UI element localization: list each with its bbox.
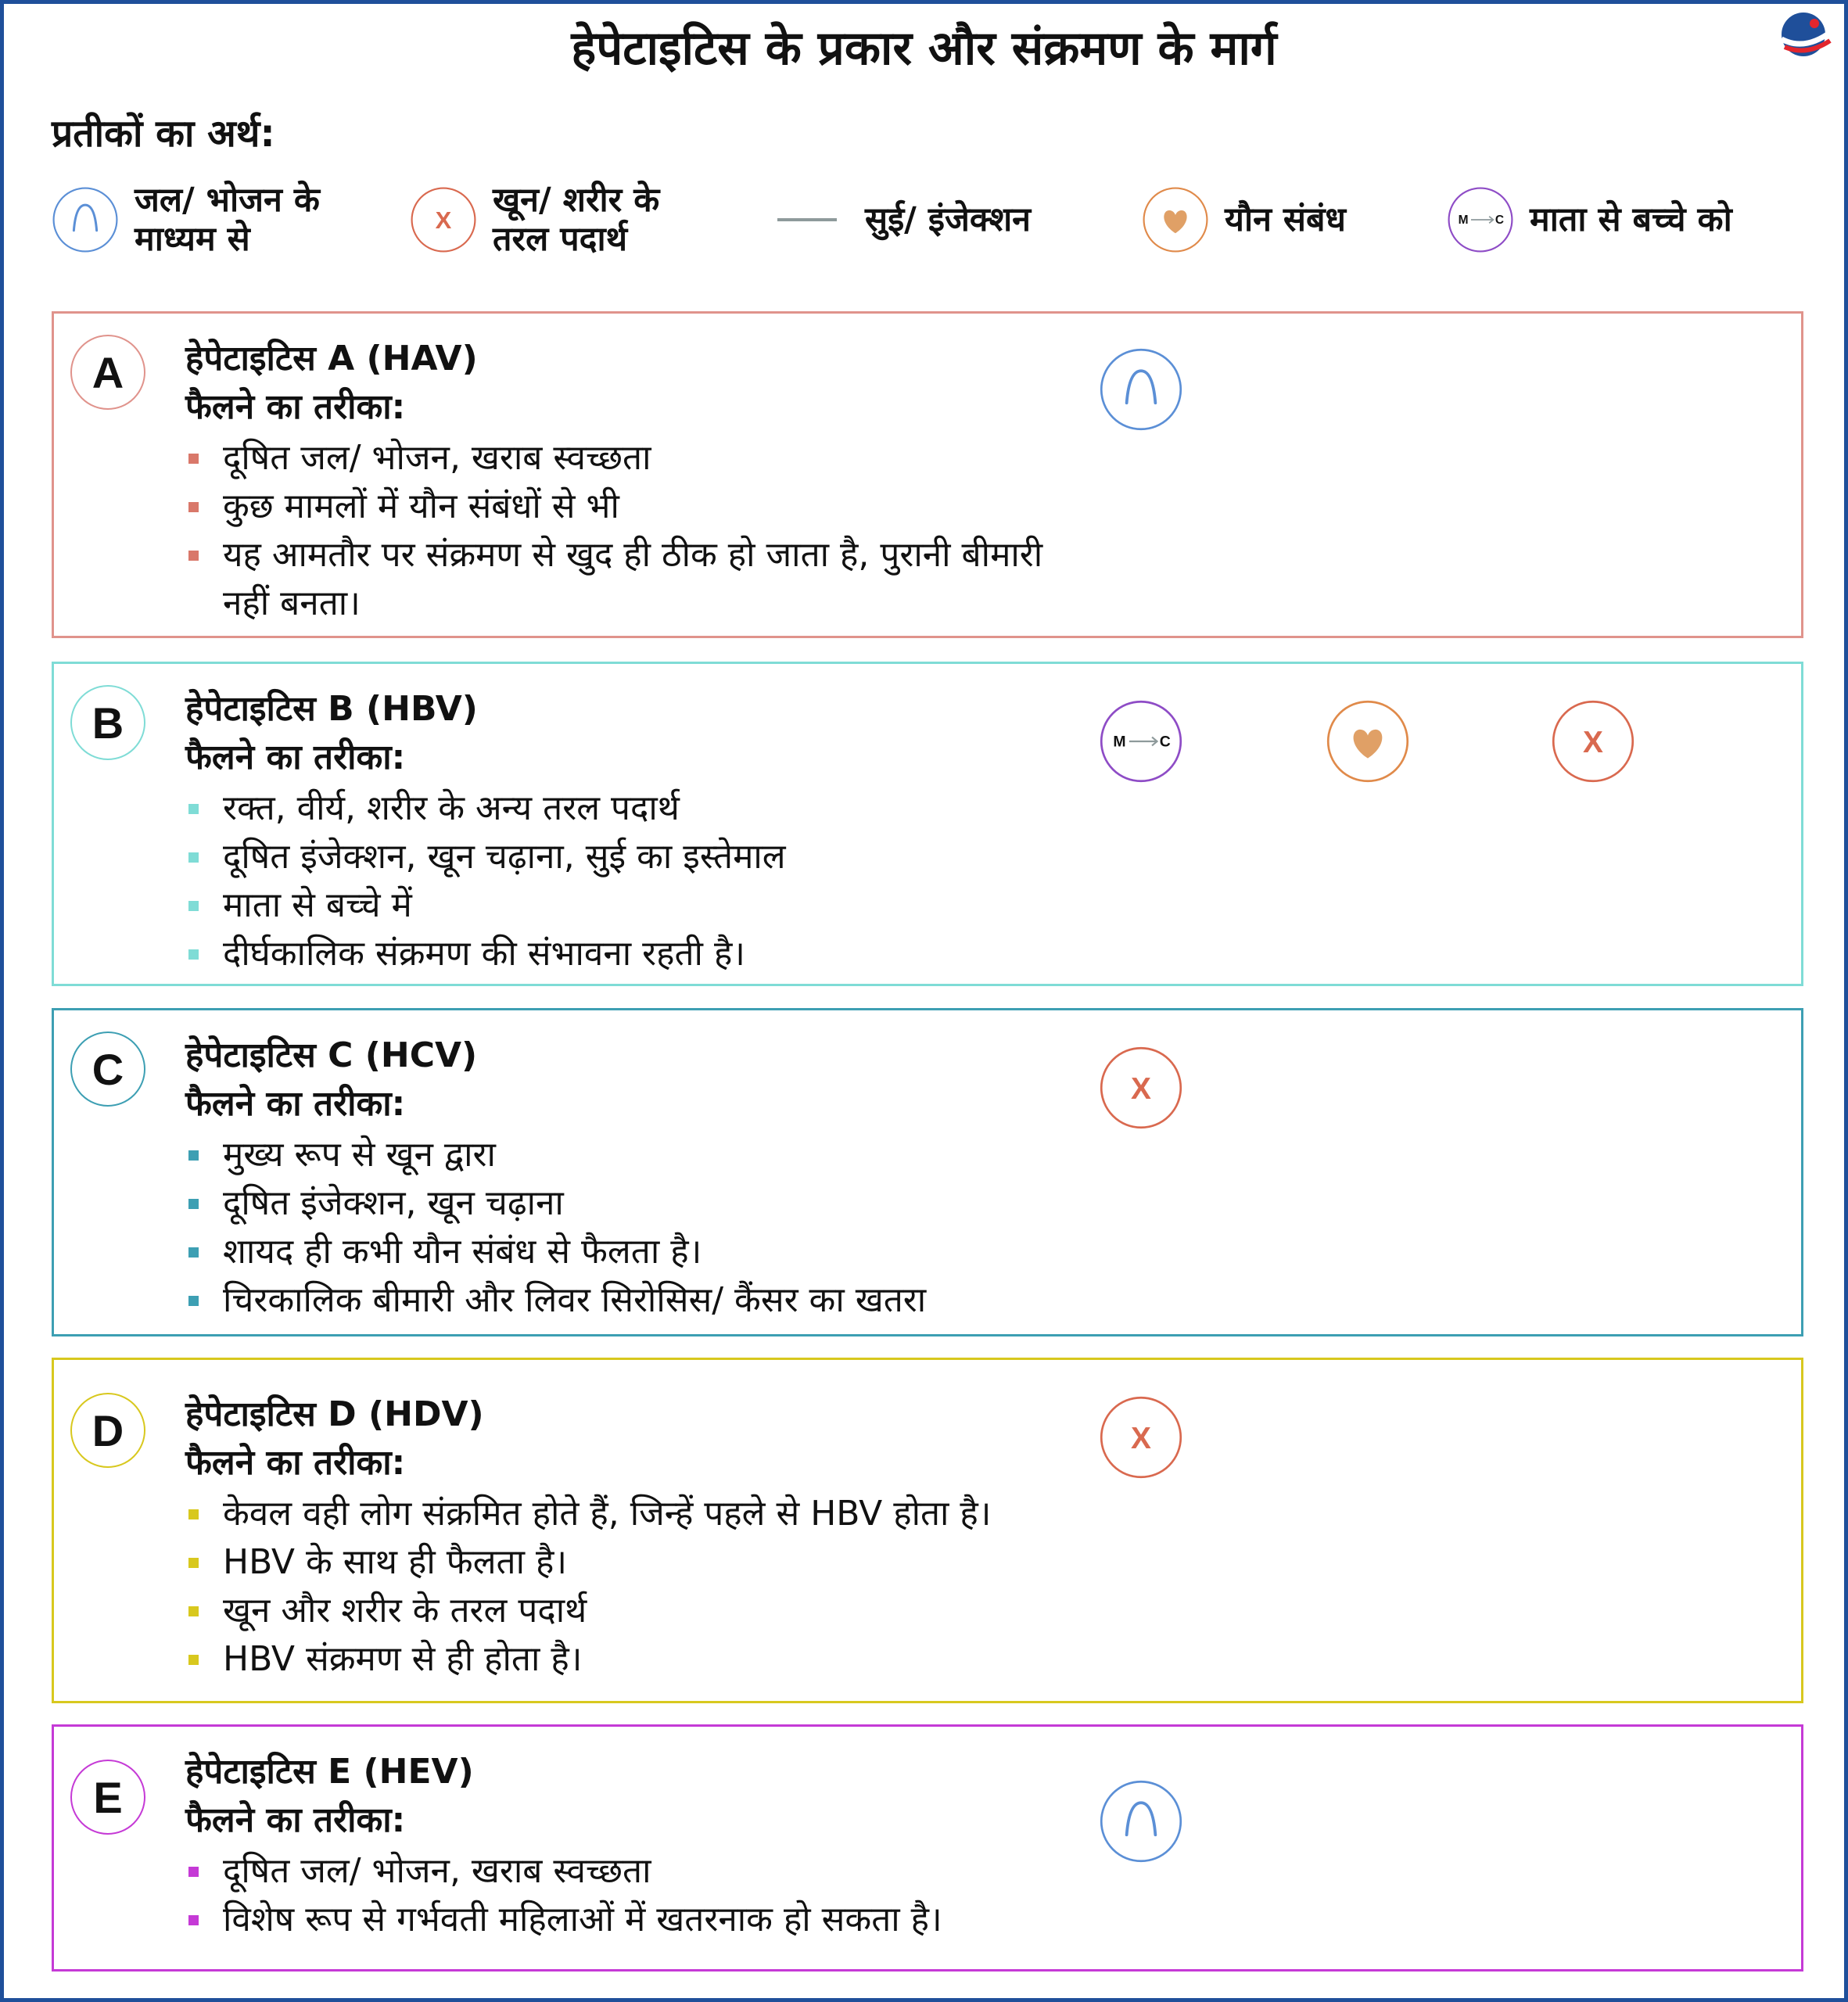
card-subtitle: फैलने का तरीका: <box>185 1443 406 1483</box>
blood-fluid-icon <box>1099 1395 1183 1480</box>
legend-item <box>410 181 659 258</box>
bullet-marker <box>188 901 199 911</box>
mother-child-icon <box>1099 699 1183 784</box>
card-title: हेपेटाइटिस E (HEV) <box>185 1752 474 1792</box>
heart-icon <box>1142 186 1209 253</box>
card-subtitle: फैलने का तरीका: <box>185 387 406 427</box>
bullet-text: दूषित इंजेक्शन, खून चढ़ाना, सुई का इस्तेमाल <box>223 837 786 877</box>
bullet-text: खून और शरीर के तरल पदार्थ <box>223 1591 587 1631</box>
bullet-item <box>188 930 1075 978</box>
bullet-text: दूषित इंजेक्शन, खून चढ़ाना <box>223 1183 564 1223</box>
bullet-list <box>188 1131 1075 1325</box>
bullet-item <box>188 1896 1075 1944</box>
bullet-text: शायद ही कभी यौन संबंध से फैलता है। <box>223 1232 702 1272</box>
hepatitis-card-d <box>52 1358 1803 1703</box>
letter-badge: C <box>70 1031 145 1107</box>
page-title: हेपेटाइटिस के प्रकार और संक्रमण के मार्ग <box>571 21 1277 76</box>
bullet-text: दूषित जल/ भोजन, खराब स्वच्छता <box>223 1851 651 1891</box>
bullet-marker <box>188 852 199 863</box>
bullet-item <box>188 1587 1075 1635</box>
legend-heading: प्रतीकों का अर्थ: <box>52 112 275 156</box>
bullet-list <box>188 1847 1075 1944</box>
bullet-text: दूषित जल/ भोजन, खराब स्वच्छता <box>223 438 651 478</box>
legend-item <box>1142 181 1346 258</box>
legend-label-line1: खून/ शरीर के <box>493 181 660 220</box>
bullet-text: दीर्घकालिक संक्रमण की संभावना रहती है। <box>223 934 745 974</box>
legend-label <box>1530 200 1732 239</box>
bullet-text: माता से बच्चे में <box>223 885 412 925</box>
bullet-marker <box>188 1150 199 1161</box>
letter-badge: E <box>70 1760 145 1835</box>
bullet-text: HBV के साथ ही फैलता है। <box>223 1542 568 1582</box>
bullet-text: मुख्य रूप से खून द्वारा <box>223 1135 496 1175</box>
bullet-item <box>188 1635 1075 1684</box>
blood-fluid-icon <box>1551 699 1635 784</box>
hepatitis-card-b <box>52 662 1803 986</box>
legend-label <box>135 181 320 259</box>
legend-label-line1: माता से बच्चे को <box>1530 200 1732 239</box>
letter-badge: A <box>70 335 145 410</box>
bullet-marker <box>188 1606 199 1616</box>
legend-item <box>777 181 1031 258</box>
bullet-marker <box>188 1915 199 1925</box>
bullet-list <box>188 434 1075 628</box>
bullet-item <box>188 833 1075 881</box>
card-subtitle: फैलने का तरीका: <box>185 737 406 777</box>
bullet-item <box>188 1179 1075 1228</box>
bullet-item <box>188 1131 1075 1179</box>
water-food-icon <box>52 186 119 253</box>
svg-text:M: M <box>1113 733 1126 751</box>
bullet-text: रक्त, वीर्य, शरीर के अन्य तरल पदार्थ <box>223 788 680 828</box>
bullet-text: यह आमतौर पर संक्रमण से खुद ही ठीक हो जाता है, पुरानी बीमारी नहीं बनता। <box>223 535 1043 623</box>
card-subtitle: फैलने का तरीका: <box>185 1084 406 1124</box>
bullet-item <box>188 1490 1075 1538</box>
bullet-list <box>188 1490 1075 1684</box>
legend-item <box>52 181 320 258</box>
svg-text:X: X <box>1583 726 1603 760</box>
bullet-marker <box>188 804 199 814</box>
svg-text:X: X <box>1131 1072 1151 1107</box>
bullet-item <box>188 784 1075 833</box>
bullet-marker <box>188 454 199 464</box>
card-subtitle: फैलने का तरीका: <box>185 1800 406 1840</box>
card-title: हेपेटाइटिस B (HBV) <box>185 689 478 729</box>
bullet-item <box>188 1276 1075 1325</box>
blood-fluid-icon <box>1099 1046 1183 1130</box>
bullet-marker <box>188 551 199 561</box>
card-title: हेपेटाइटिस A (HAV) <box>185 339 478 379</box>
bullet-text: केवल वही लोग संक्रमित होते हैं, जिन्हें पहले से HBV होता है। <box>223 1494 992 1534</box>
bullet-marker <box>188 1558 199 1568</box>
mother-child-icon <box>1447 186 1514 253</box>
heart-icon <box>1326 699 1410 784</box>
bullet-item <box>188 434 1075 483</box>
svg-text:C: C <box>1495 213 1505 228</box>
svg-text:X: X <box>435 206 452 235</box>
bullet-marker <box>188 1247 199 1258</box>
bullet-marker <box>188 949 199 960</box>
bullet-text: विशेष रूप से गर्भवती महिलाओं में खतरनाक हो सकता है। <box>223 1900 942 1939</box>
legend-label-line1: सुई/ इंजेक्शन <box>865 200 1032 239</box>
legend-item <box>1447 181 1732 258</box>
legend-label <box>865 200 1031 239</box>
letter-badge: B <box>70 685 145 760</box>
svg-text:M: M <box>1458 213 1469 228</box>
letter-badge: D <box>70 1393 145 1468</box>
card-title: हेपेटाइटिस C (HCV) <box>185 1035 478 1075</box>
hepatitis-card-a <box>52 311 1803 638</box>
bullet-text: HBV संक्रमण से ही होता है। <box>223 1639 583 1679</box>
bullet-marker <box>188 1199 199 1209</box>
svg-text:C: C <box>1159 733 1171 751</box>
bullet-item <box>188 1847 1075 1896</box>
bullet-marker <box>188 1867 199 1877</box>
blood-fluid-icon <box>410 186 477 253</box>
bullet-text: चिरकालिक बीमारी और लिवर सिरोसिस/ कैंसर का खतरा <box>223 1280 927 1320</box>
bullet-marker <box>188 502 199 512</box>
hepatitis-card-e <box>52 1724 1803 1972</box>
bullet-list <box>188 784 1075 978</box>
legend-label-line2: तरल पदार्थ <box>493 220 628 259</box>
svg-text:X: X <box>1131 1422 1151 1456</box>
bullet-marker <box>188 1509 199 1519</box>
bullet-item <box>188 483 1075 531</box>
needle-line-icon <box>777 218 837 221</box>
bullet-item <box>188 881 1075 930</box>
water-food-icon <box>1099 1779 1183 1864</box>
water-food-icon <box>1099 347 1183 432</box>
legend-label <box>1225 200 1346 239</box>
bullet-item <box>188 531 1075 628</box>
bullet-text: कुछ मामलों में यौन संबंधों से भी <box>223 486 619 526</box>
card-title: हेपेटाइटिस D (HDV) <box>185 1394 484 1434</box>
legend-label-line2: माध्यम से <box>135 220 250 259</box>
legend-label-line1: जल/ भोजन के <box>135 181 320 220</box>
bullet-item <box>188 1538 1075 1587</box>
bullet-item <box>188 1228 1075 1276</box>
hepatitis-card-c <box>52 1008 1803 1336</box>
legend-label-line1: यौन संबंध <box>1225 200 1346 239</box>
legend-label <box>493 181 659 259</box>
bullet-marker <box>188 1296 199 1306</box>
bullet-marker <box>188 1655 199 1665</box>
